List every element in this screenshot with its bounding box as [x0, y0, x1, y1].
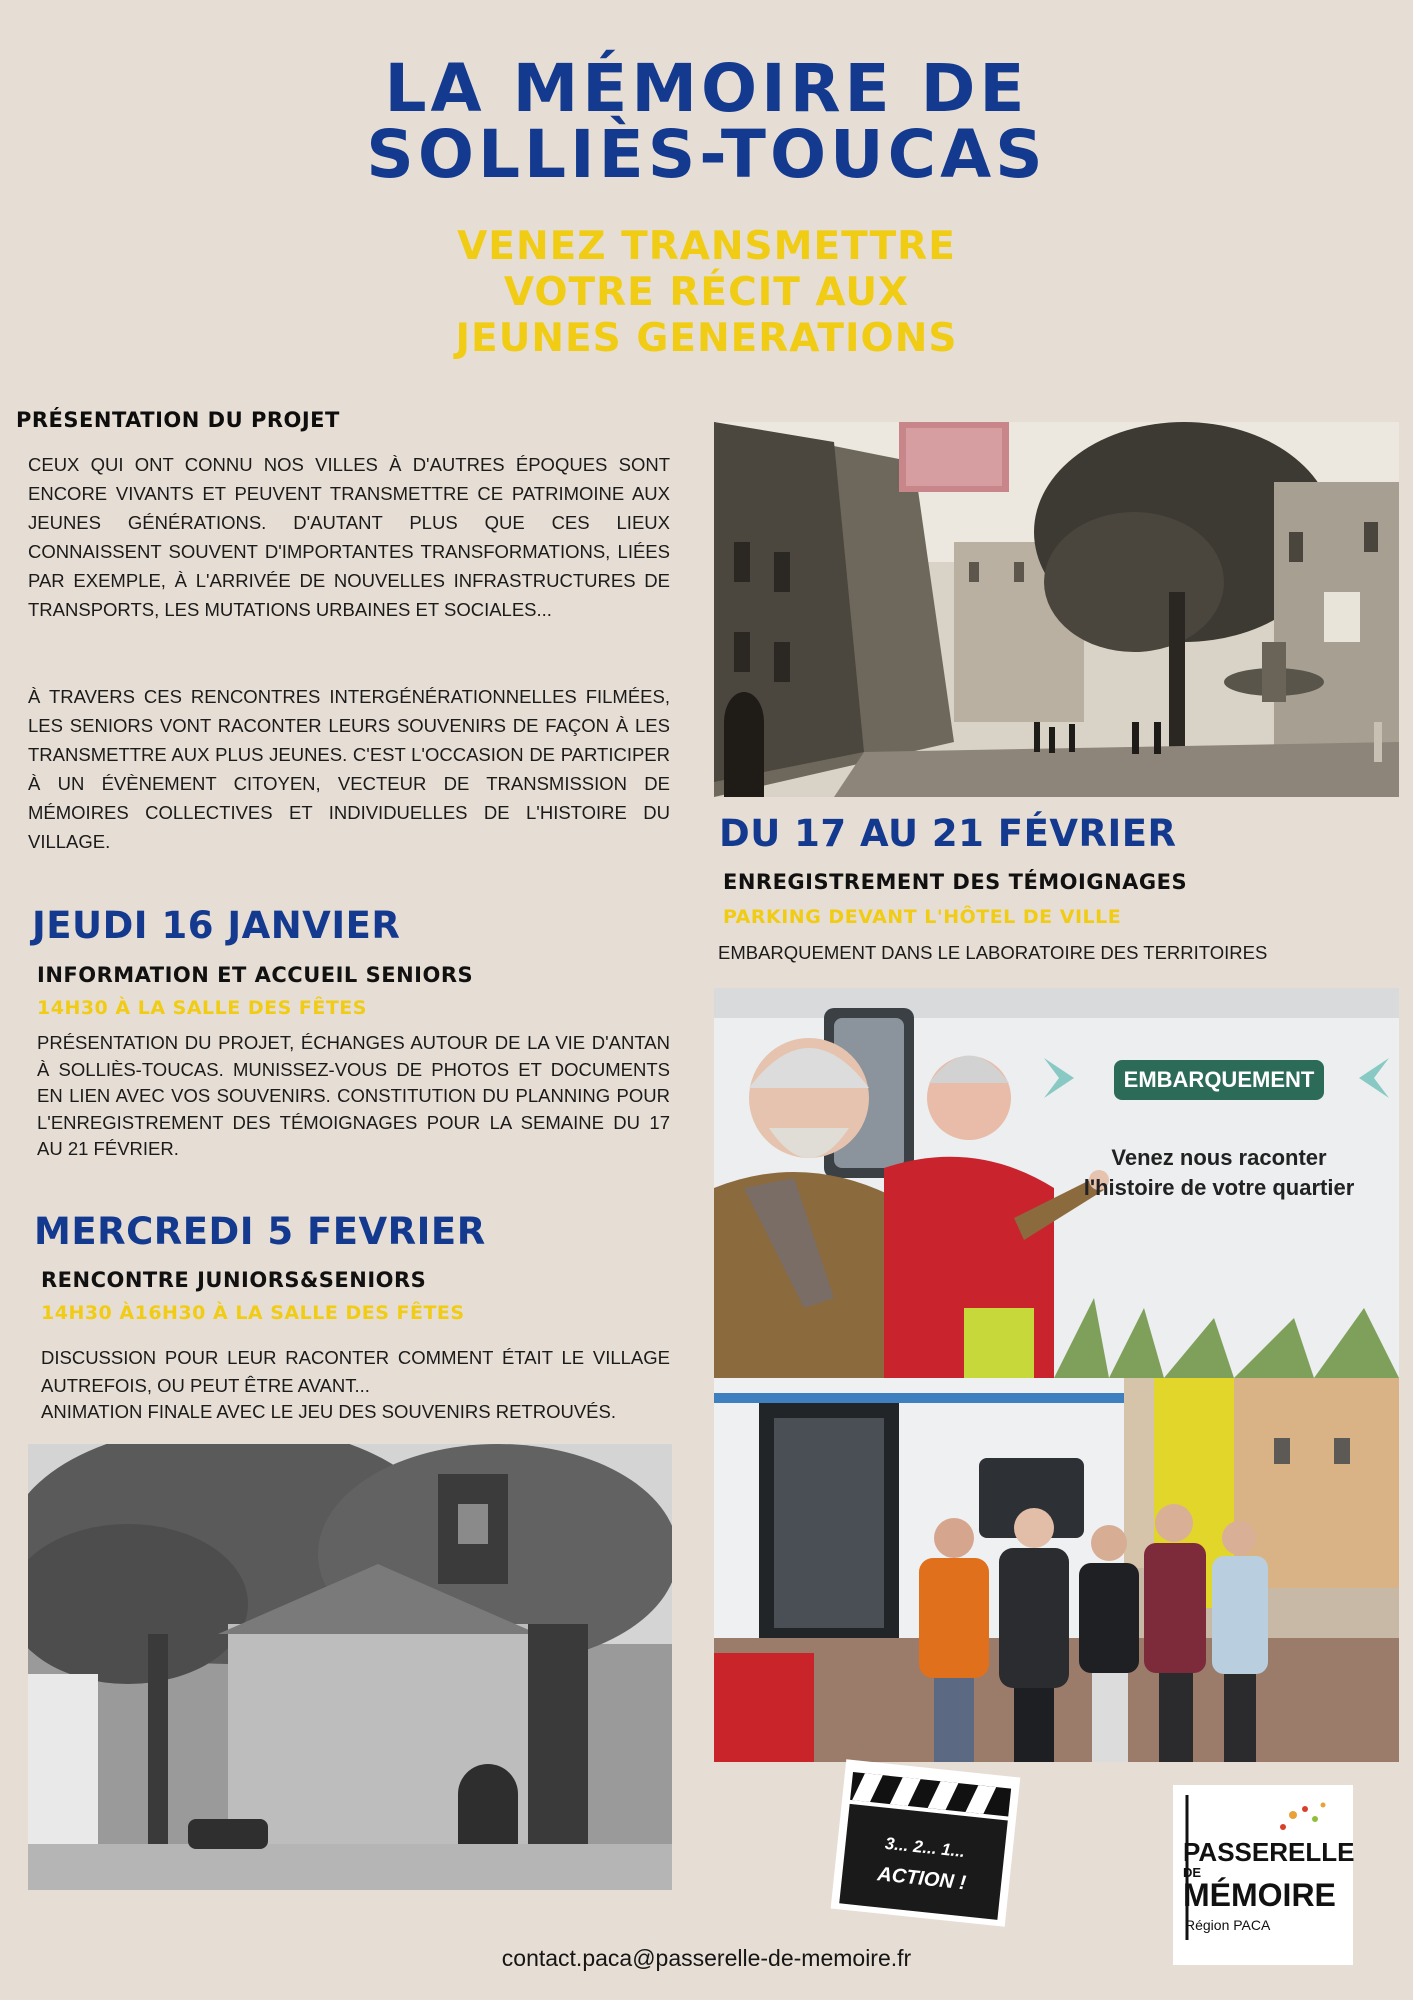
event1-title: INFORMATION ET ACCUEIL SENIORS [37, 963, 474, 987]
event2-title: RENCONTRE JUNIORS&SENIORS [41, 1268, 427, 1292]
event3-date: DU 17 AU 21 FÉVRIER [719, 812, 1177, 855]
event1-date: JEUDI 16 JANVIER [32, 904, 401, 947]
logo-de-text: DE [1183, 1865, 1202, 1880]
event3-description: EMBARQUEMENT DANS LE LABORATOIRE DES TERRITOIRES [718, 942, 1268, 963]
presentation-paragraph-2: À TRAVERS CES RENCONTRES INTERGÉNÉRATIONNELLES FILMÉES, LES SENIORS VONT RACONTER LEURS SOUVENIRS DE FAÇON À LES TRANSMETTRE AUX PLUS JEUNES. C'EST L'OCCASION DE PARTICIPER À UN ÉVÈNEMENT CITOYEN, VECTEUR DE TRANSMISSION DE MÉMOIRES COLLECTIVES ET INDIVIDUELLES DE L'HISTOIRE DU VILLAGE. [28, 686, 670, 852]
embarquement-sign-text: EMBARQUEMENT [1123, 1067, 1315, 1092]
old-village-street-photo [714, 422, 1399, 797]
logo-region-text: Région PACA [1185, 1917, 1271, 1933]
event1-description: PRÉSENTATION DU PROJET, ÉCHANGES AUTOUR DE LA VIE D'ANTAN À SOLLIÈS-TOUCAS. MUNISSEZ-VOUS DE PHOTOS ET DOCUMENTS EN LIEN AVEC VOS SOUVENIRS. CONSTITUTION DU PLANNING POUR L'ENREGISTREMENT DES TÉMOIGNAGES POUR LA SEMAINE DU 17 AU 21 FÉVRIER. [37, 1032, 670, 1159]
page-title-line2: SOLLIÈS-TOUCAS [366, 116, 1047, 193]
subtitle-line1: VENEZ TRANSMETTRE [457, 224, 956, 269]
page-title-line1: LA MÉMOIRE DE [384, 50, 1029, 127]
event2-date: MERCREDI 5 FEVRIER [34, 1210, 486, 1253]
event3-title: ENREGISTREMENT DES TÉMOIGNAGES [723, 870, 1188, 894]
clapper-countdown-text: 3... 2... 1... [884, 1833, 966, 1862]
presentation-paragraph-1: CEUX QUI ONT CONNU NOS VILLES À D'AUTRES ÉPOQUES SONT ENCORE VIVANTS ET PEUVENT TRANSMETTRE CE PATRIMOINE AUX JEUNES GÉNÉRATIONS. D'AUTANT PLUS QUE CES LIEUX CONNAISSENT SOUVENT D'IMPORTANTES TRANSFORMATIONS, LIÉES PAR EXEMPLE, À L'ARRIVÉE DE NOUVELLES INFRASTRUCTURES DE TRANSPORTS, LES MUTATIONS URBAINES ET SOCIALES... [28, 454, 670, 620]
seniors-embarquement-photo [714, 988, 1399, 1378]
church-tree-photo [28, 1444, 672, 1890]
event2-location: 14H30 À16H30 À LA SALLE DES FÊTES [41, 1302, 465, 1324]
event1-location: 14H30 À LA SALLE DES FÊTES [37, 997, 367, 1019]
logo-passerelle-text: PASSERELLE [1183, 1837, 1355, 1867]
logo-memoire-text: MÉMOIRE [1183, 1877, 1336, 1913]
venez-sign-text-1: Venez nous raconter [1111, 1145, 1327, 1170]
presentation-heading: PRÉSENTATION DU PROJET [16, 408, 340, 432]
event2-description-1: DISCUSSION POUR LEUR RACONTER COMMENT ÉTAIT LE VILLAGE AUTREFOIS, OU PEUT ÊTRE AVANT... [41, 1347, 670, 1396]
contact-email[interactable]: contact.paca@passerelle-de-memoire.fr [501, 1945, 912, 1971]
event3-location: PARKING DEVANT L'HÔTEL DE VILLE [723, 906, 1122, 928]
clapperboard-icon [831, 1759, 1021, 1926]
subtitle-line3: JEUNES GENERATIONS [455, 316, 958, 361]
passerelle-logo [1173, 1785, 1353, 1965]
event2-description-2: ANIMATION FINALE AVEC LE JEU DES SOUVENIRS RETROUVÉS. [41, 1401, 616, 1422]
venez-sign-text-2: l'histoire de votre quartier [1083, 1175, 1355, 1200]
clapper-action-text: ACTION ! [876, 1863, 968, 1895]
subtitle-line2: VOTRE RÉCIT AUX [503, 270, 910, 315]
group-van-photo [714, 1378, 1399, 1762]
